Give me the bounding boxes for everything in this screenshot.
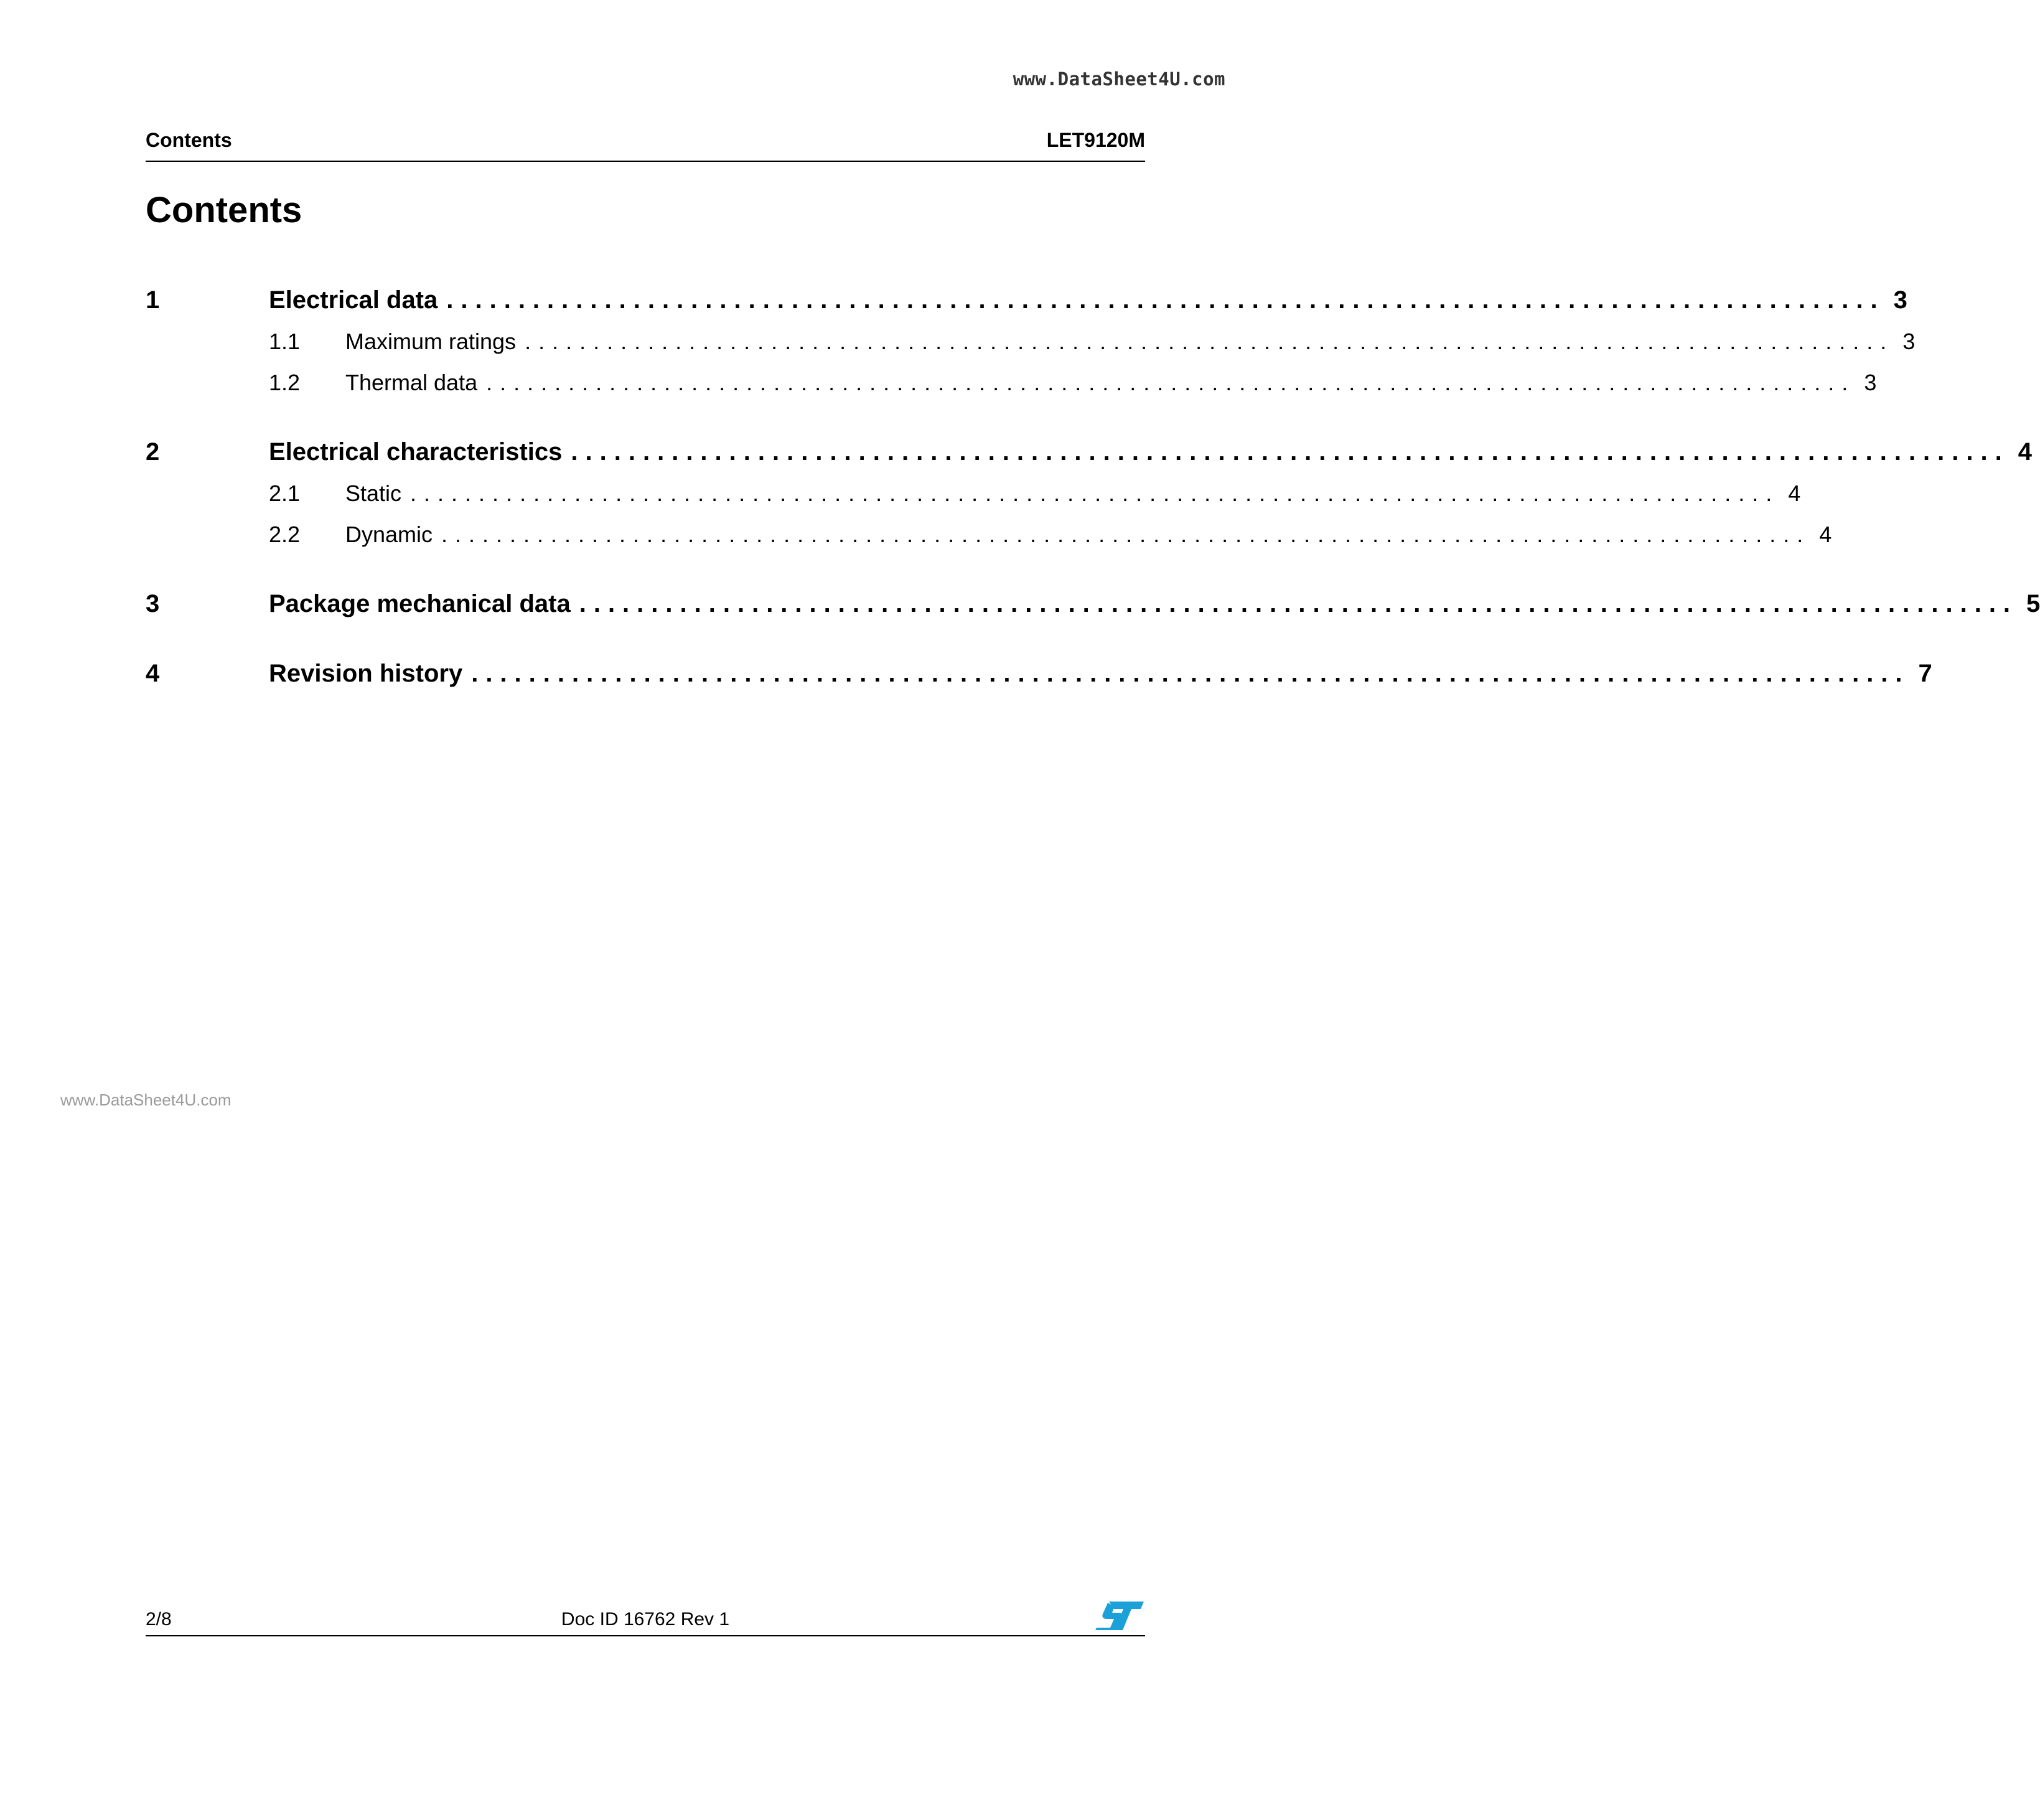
page-title: Contents xyxy=(146,190,302,230)
toc-leader: .................................................................................................... xyxy=(571,438,2010,466)
toc-number: 1.1 xyxy=(269,329,301,354)
doc-id: Doc ID 16762 Rev 1 xyxy=(561,1609,730,1630)
toc-label: Electrical data xyxy=(269,286,438,314)
toc-label: Revision history xyxy=(269,660,463,687)
toc-leader: .................................................................................................... xyxy=(579,590,2018,617)
header-part-number: LET9120M xyxy=(1046,129,1145,151)
toc-label: Static xyxy=(345,481,402,506)
toc-leader: .................................................................................................... xyxy=(446,286,1885,314)
toc-page: 4 xyxy=(1819,522,1832,547)
toc-number: 2 xyxy=(146,438,160,466)
toc-entry[interactable] xyxy=(146,590,2040,622)
toc-entry[interactable] xyxy=(146,660,1932,692)
toc-leader: .................................................................................................... xyxy=(471,660,1910,687)
toc-entry[interactable] xyxy=(146,522,1832,551)
toc-entry[interactable] xyxy=(146,438,2032,471)
toc-leader: .................................................................................................... xyxy=(441,522,1811,547)
header-section: Contents xyxy=(146,129,232,151)
toc-number: 1 xyxy=(146,286,160,314)
watermark-top: www.DataSheet4U.com xyxy=(1013,68,1225,90)
toc-number: 1.2 xyxy=(269,370,301,395)
page-number: 2/8 xyxy=(146,1609,172,1630)
toc-page: 3 xyxy=(1864,370,1877,395)
watermark-side: www.DataSheet4U.com xyxy=(60,1091,232,1109)
toc-leader: .................................................................................................... xyxy=(486,370,1856,395)
toc-page: 5 xyxy=(2026,590,2040,617)
toc-page: 7 xyxy=(1918,660,1932,687)
toc-entry[interactable] xyxy=(146,370,1877,400)
toc-number: 3 xyxy=(146,590,160,617)
toc-entry[interactable] xyxy=(146,481,1801,510)
toc-label: Dynamic xyxy=(345,522,433,547)
toc-label: Package mechanical data xyxy=(269,590,571,617)
toc-label: Electrical characteristics xyxy=(269,438,563,466)
st-logo-icon xyxy=(1095,1600,1145,1631)
page-header xyxy=(146,123,1145,162)
toc-page: 4 xyxy=(2018,438,2032,466)
toc-leader: .................................................................................................... xyxy=(410,481,1780,506)
toc-page: 3 xyxy=(1893,286,1907,314)
toc-number: 2.2 xyxy=(269,522,301,547)
toc-entry[interactable] xyxy=(146,286,1907,319)
toc-page: 4 xyxy=(1788,481,1801,506)
toc-page: 3 xyxy=(1902,329,1916,354)
toc-entry[interactable] xyxy=(146,329,1916,359)
toc-label: Maximum ratings xyxy=(345,329,517,354)
toc-number: 2.1 xyxy=(269,481,301,506)
page-footer xyxy=(146,1598,1145,1636)
toc-label: Thermal data xyxy=(345,370,478,395)
toc-number: 4 xyxy=(146,660,160,687)
toc-leader: .................................................................................................... xyxy=(525,329,1894,354)
